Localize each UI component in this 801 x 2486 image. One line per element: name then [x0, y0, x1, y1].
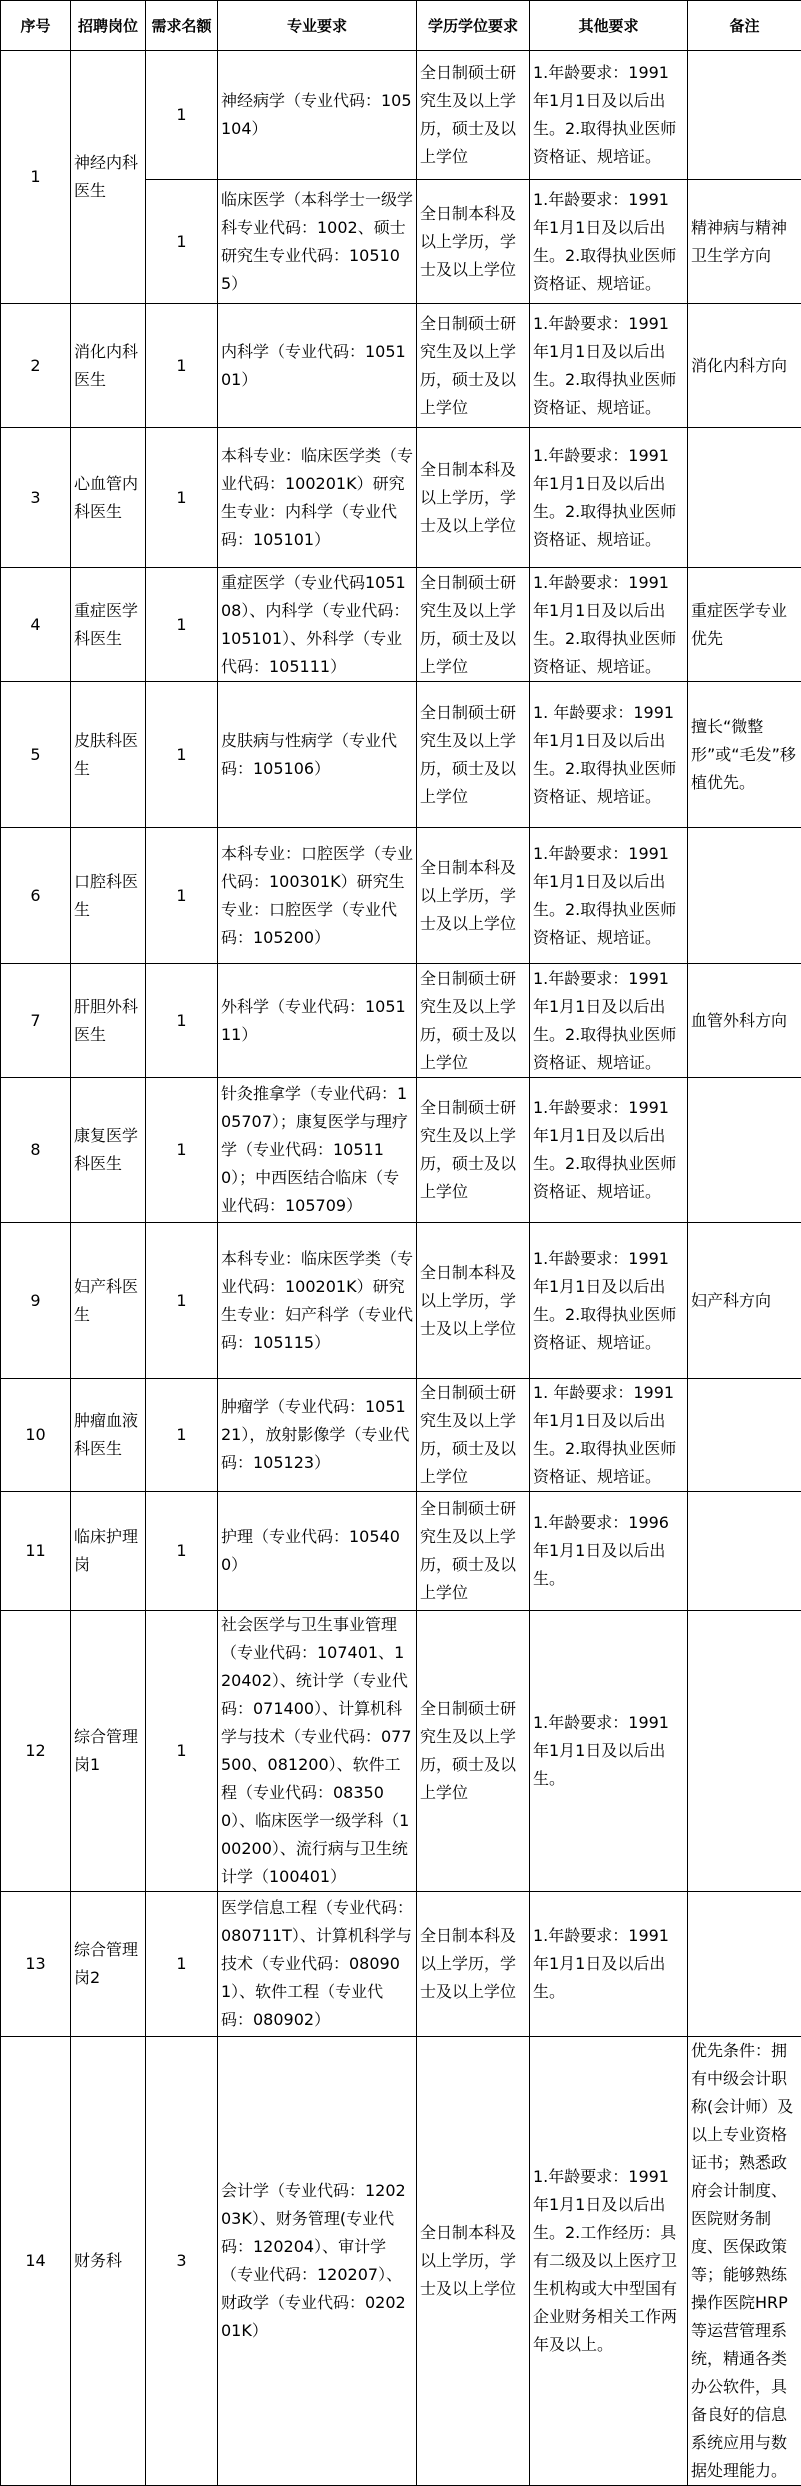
- row-major: 肿瘤学（专业代码：105121），放射影像学（专业代码：105123）: [218, 1379, 417, 1492]
- row-other: 1.年龄要求：1991年1月1日及以后出生。2.取得执业医师资格证、规培证。: [530, 1223, 688, 1379]
- table-row: [1, 1611, 801, 1892]
- row-no: 6: [1, 828, 71, 964]
- row-degree: 全日制本科及以上学历，学士及以上学位: [417, 828, 530, 964]
- row-major: 会计学（专业代码：120203K）、财务管理(专业代码：120204）、审计学（专业代码：120207）、财政学（专业代码：020201K）: [218, 2037, 417, 2486]
- row-other: 1.年龄要求：1991年1月1日及以后出生。2.取得执业医师资格证、规培证。: [530, 428, 688, 568]
- row-count: 1: [146, 1078, 218, 1223]
- table-row: [1, 964, 801, 1078]
- row-post: 重症医学科医生: [71, 568, 146, 682]
- row-note: [688, 428, 801, 568]
- header-degree: 学历学位要求: [417, 1, 530, 51]
- row-other: 1.年龄要求：1991年1月1日及以后出生。2.取得执业医师资格证、规培证。: [530, 180, 688, 304]
- row-post: 临床护理岗: [71, 1492, 146, 1611]
- row-other: 1.年龄要求：1991年1月1日及以后出生。2.取得执业医师资格证、规培证。: [530, 1078, 688, 1223]
- row-post: 心血管内科医生: [71, 428, 146, 568]
- row-other: 1.年龄要求：1991年1月1日及以后出生。2.取得执业医师资格证、规培证。: [530, 304, 688, 428]
- row-degree: 全日制硕士研究生及以上学历，硕士及以上学位: [417, 964, 530, 1078]
- row-note: 消化内科方向: [688, 304, 801, 428]
- row-count: 3: [146, 2037, 218, 2486]
- row-post: 肿瘤血液科医生: [71, 1379, 146, 1492]
- row-degree: 全日制本科及以上学历，学士及以上学位: [417, 1223, 530, 1379]
- table-row: [1, 51, 801, 180]
- row-no: 12: [1, 1611, 71, 1892]
- row-note: [688, 1078, 801, 1223]
- table-row: [1, 568, 801, 682]
- table-row: [1, 1892, 801, 2037]
- table-row: [1, 2037, 801, 2486]
- row-major: 社会医学与卫生事业管理（专业代码：107401、120402）、统计学（专业代码：071400）、计算机科学与技术（专业代码：077500、081200）、软件工程（专业代码：083500）、临床医学一级学科（100200）、流行病与卫生统计学（100401）: [218, 1611, 417, 1892]
- table-header-row: [1, 1, 801, 51]
- row-note: [688, 828, 801, 964]
- row-major: 重症医学（专业代码105108）、内科学（专业代码：105101）、外科学（专业代码：105111）: [218, 568, 417, 682]
- row-other: 1. 年龄要求：1991年1月1日及以后出生。2.取得执业医师资格证、规培证。: [530, 682, 688, 828]
- table-row: [1, 1223, 801, 1379]
- row-post: 肝胆外科医生: [71, 964, 146, 1078]
- row-post: 综合管理岗2: [71, 1892, 146, 2037]
- row-no: 8: [1, 1078, 71, 1223]
- table-row: [1, 1379, 801, 1492]
- row-no: 13: [1, 1892, 71, 2037]
- row-post: 财务科: [71, 2037, 146, 2486]
- table-row: [1, 304, 801, 428]
- row-count: 1: [146, 682, 218, 828]
- row-post: 妇产科医生: [71, 1223, 146, 1379]
- row-no: 5: [1, 682, 71, 828]
- row-count: 1: [146, 1223, 218, 1379]
- row-major: 针灸推拿学（专业代码：105707）；康复医学与理疗学（专业代码：105110）；中西医结合临床（专业代码：105709）: [218, 1078, 417, 1223]
- row-other: 1. 年龄要求：1991年1月1日及以后出生。2.取得执业医师资格证、规培证。: [530, 1379, 688, 1492]
- row-count: 1: [146, 964, 218, 1078]
- row-degree: 全日制硕士研究生及以上学历，硕士及以上学位: [417, 51, 530, 180]
- row-count: 1: [146, 1892, 218, 2037]
- row-post: 康复医学科医生: [71, 1078, 146, 1223]
- row-no: 2: [1, 304, 71, 428]
- row-degree: 全日制硕士研究生及以上学历，硕士及以上学位: [417, 1379, 530, 1492]
- row-degree: 全日制硕士研究生及以上学历，硕士及以上学位: [417, 682, 530, 828]
- header-note: 备注: [688, 1, 801, 51]
- row-no: 11: [1, 1492, 71, 1611]
- row-degree: 全日制硕士研究生及以上学历，硕士及以上学位: [417, 1492, 530, 1611]
- row-major: 外科学（专业代码：105111）: [218, 964, 417, 1078]
- table-row: [1, 828, 801, 964]
- row-degree: 全日制本科及以上学历，学士及以上学位: [417, 180, 530, 304]
- row-note: 血管外科方向: [688, 964, 801, 1078]
- row-no: 4: [1, 568, 71, 682]
- row-major: 本科专业：口腔医学（专业代码：100301K）研究生专业：口腔医学（专业代码：105200）: [218, 828, 417, 964]
- row-note: [688, 51, 801, 180]
- row-note: [688, 1611, 801, 1892]
- row-other: 1.年龄要求：1991年1月1日及以后出生。2.取得执业医师资格证、规培证。: [530, 964, 688, 1078]
- header-no: 序号: [1, 1, 71, 51]
- row-major: 神经病学（专业代码：105104）: [218, 51, 417, 180]
- row-post: 皮肤科医生: [71, 682, 146, 828]
- table-row: [1, 682, 801, 828]
- row-degree: 全日制硕士研究生及以上学历，硕士及以上学位: [417, 568, 530, 682]
- row-no: 14: [1, 2037, 71, 2486]
- row-major: 皮肤病与性病学（专业代码：105106）: [218, 682, 417, 828]
- row-count: 1: [146, 51, 218, 180]
- row-other: 1.年龄要求：1991年1月1日及以后出生。2.取得执业医师资格证、规培证。: [530, 51, 688, 180]
- row-no: 3: [1, 428, 71, 568]
- header-major: 专业要求: [218, 1, 417, 51]
- row-major: 本科专业：临床医学类（专业代码：100201K）研究生专业：妇产科学（专业代码：105115）: [218, 1223, 417, 1379]
- row-post: 综合管理岗1: [71, 1611, 146, 1892]
- header-other: 其他要求: [530, 1, 688, 51]
- row-degree: 全日制本科及以上学历，学士及以上学位: [417, 2037, 530, 2486]
- row-note: 重症医学专业优先: [688, 568, 801, 682]
- row-note: 擅长“微整形”或“毛发”移植优先。: [688, 682, 801, 828]
- row-degree: 全日制本科及以上学历，学士及以上学位: [417, 1892, 530, 2037]
- row-post: 神经内科医生: [71, 51, 146, 304]
- row-post: 口腔科医生: [71, 828, 146, 964]
- row-no: 1: [1, 51, 71, 304]
- row-degree: 全日制硕士研究生及以上学历，硕士及以上学位: [417, 1078, 530, 1223]
- row-other: 1.年龄要求：1991年1月1日及以后出生。: [530, 1892, 688, 2037]
- row-major: 临床医学（本科学士一级学科专业代码：1002、硕士研究生专业代码：105105）: [218, 180, 417, 304]
- row-note: [688, 1492, 801, 1611]
- header-count: 需求名额: [146, 1, 218, 51]
- row-degree: 全日制硕士研究生及以上学历，硕士及以上学位: [417, 1611, 530, 1892]
- row-no: 9: [1, 1223, 71, 1379]
- row-note: 妇产科方向: [688, 1223, 801, 1379]
- row-other: 1.年龄要求：1991年1月1日及以后出生。2.工作经历：具有二级及以上医疗卫生机构或大中型国有企业财务相关工作两年及以上。: [530, 2037, 688, 2486]
- row-degree: 全日制本科及以上学历，学士及以上学位: [417, 428, 530, 568]
- row-note: [688, 1892, 801, 2037]
- table-row: [1, 428, 801, 568]
- row-no: 10: [1, 1379, 71, 1492]
- row-note: [688, 1379, 801, 1492]
- row-post: 消化内科医生: [71, 304, 146, 428]
- header-post: 招聘岗位: [71, 1, 146, 51]
- row-other: 1.年龄要求：1996年1月1日及以后出生。: [530, 1492, 688, 1611]
- row-count: 1: [146, 568, 218, 682]
- row-major: 医学信息工程（专业代码：080711T）、计算机科学与技术（专业代码：080901）、软件工程（专业代码：080902）: [218, 1892, 417, 2037]
- row-count: 1: [146, 1611, 218, 1892]
- row-count: 1: [146, 304, 218, 428]
- table-row: [1, 1492, 801, 1611]
- table-row: [1, 1078, 801, 1223]
- row-no: 7: [1, 964, 71, 1078]
- row-major: 本科专业：临床医学类（专业代码：100201K）研究生专业：内科学（专业代码：105101）: [218, 428, 417, 568]
- row-major: 内科学（专业代码：105101）: [218, 304, 417, 428]
- row-degree: 全日制硕士研究生及以上学历，硕士及以上学位: [417, 304, 530, 428]
- row-note: 精神病与精神卫生学方向: [688, 180, 801, 304]
- row-count: 1: [146, 1379, 218, 1492]
- row-count: 1: [146, 1492, 218, 1611]
- row-major: 护理（专业代码：105400）: [218, 1492, 417, 1611]
- row-other: 1.年龄要求：1991年1月1日及以后出生。: [530, 1611, 688, 1892]
- row-count: 1: [146, 180, 218, 304]
- row-note: 优先条件：拥有中级会计职称(会计师）及以上专业资格证书；熟悉政府会计制度、医院财务制度、医保政策等；能够熟练操作医院HRP等运营管理系统，精通各类办公软件，具备良好的信息系统应用与数据处理能力。: [688, 2037, 801, 2486]
- row-count: 1: [146, 828, 218, 964]
- row-other: 1.年龄要求：1991年1月1日及以后出生。2.取得执业医师资格证、规培证。: [530, 568, 688, 682]
- row-count: 1: [146, 428, 218, 568]
- row-other: 1.年龄要求：1991年1月1日及以后出生。2.取得执业医师资格证、规培证。: [530, 828, 688, 964]
